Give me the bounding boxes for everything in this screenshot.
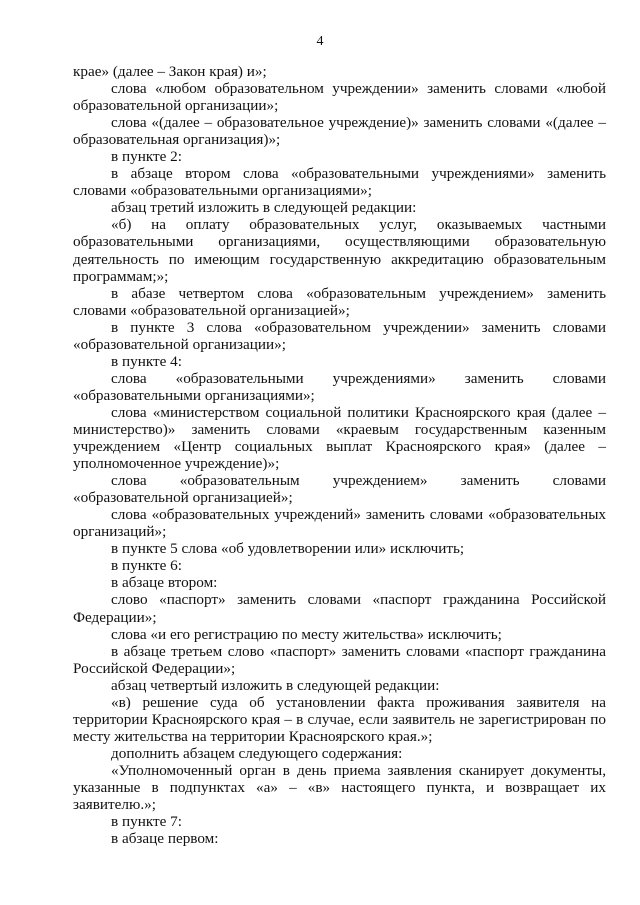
paragraph: абзац третий изложить в следующей редакции: bbox=[111, 199, 417, 217]
page-number: 4 bbox=[316, 34, 324, 49]
paragraph: в абзаце втором слова «образовательными учреждениями» заменить словами «образовательными организациями»; bbox=[73, 165, 606, 200]
paragraph: слова «образовательных учреждений» заменить словами «образовательных организаций»; bbox=[73, 506, 606, 541]
paragraph: «б) на оплату образовательных услуг, оказываемых частными образовательными организациями, осуществляющими образовательную деятельность по имеющим государственную аккредитацию образовательным программам;»; bbox=[73, 216, 606, 285]
paragraph: слова «министерством социальной политики Красноярского края (далее – министерство)» заменить словами «краевым государственным казенным учреждением «Центр социальных выплат Красноярского края» (далее – уполномоченное учреждение)»; bbox=[73, 403, 606, 473]
paragraph: в пункте 3 слова «образовательном учреждении» заменить словами «образовательной организации»; bbox=[73, 318, 606, 353]
paragraph: крае» (далее – Закон края) и»; bbox=[73, 63, 267, 80]
paragraph: в пункте 6: bbox=[111, 557, 182, 575]
paragraph: абзац четвертый изложить в следующей редакции: bbox=[111, 676, 440, 694]
paragraph: «в) решение суда об установлении факта проживания заявителя на территории Красноярского края – в случае, если заявитель не зарегистрирован по месту жительства на территории Красноярского края.»; bbox=[73, 693, 606, 745]
paragraph: в абзаце первом: bbox=[111, 830, 219, 848]
paragraph: в пункте 4: bbox=[111, 352, 182, 370]
paragraph: дополнить абзацем следующего содержания: bbox=[111, 744, 403, 762]
paragraph: слова «(далее – образовательное учреждение)» заменить словами «(далее – образовательная организация)»; bbox=[73, 114, 606, 149]
paragraph: в пункте 7: bbox=[111, 813, 182, 831]
paragraph: в абазе четвертом слова «образовательным учреждением» заменить словами «образовательной организацией»; bbox=[73, 284, 606, 319]
paragraph: «Уполномоченный орган в день приема заявления сканирует документы, указанные в подпунктах «а» – «в» настоящего пункта, и возвращает их заявителю.»; bbox=[73, 761, 606, 814]
paragraph: в абзаце третьем слово «паспорт» заменить словами «паспорт гражданина Российской Федерации»; bbox=[73, 642, 606, 677]
document-body bbox=[73, 63, 606, 847]
paragraph: слова «и его регистрацию по месту жительства» исключить; bbox=[111, 625, 502, 643]
paragraph: в пункте 2: bbox=[111, 148, 182, 166]
paragraph: в абзаце втором: bbox=[111, 574, 218, 592]
paragraph: слова «образовательным учреждением» заменить словами «образовательной организацией»; bbox=[73, 472, 606, 507]
paragraph: слово «паспорт» заменить словами «паспорт гражданина Российской Федерации»; bbox=[73, 591, 606, 626]
paragraph: в пункте 5 слова «об удовлетворении или» исключить; bbox=[111, 540, 465, 558]
paragraph: слова «образовательными учреждениями» заменить словами «образовательными организациями»; bbox=[73, 369, 606, 404]
paragraph: слова «любом образовательном учреждении» заменить словами «любой образовательной организации»; bbox=[73, 80, 606, 115]
